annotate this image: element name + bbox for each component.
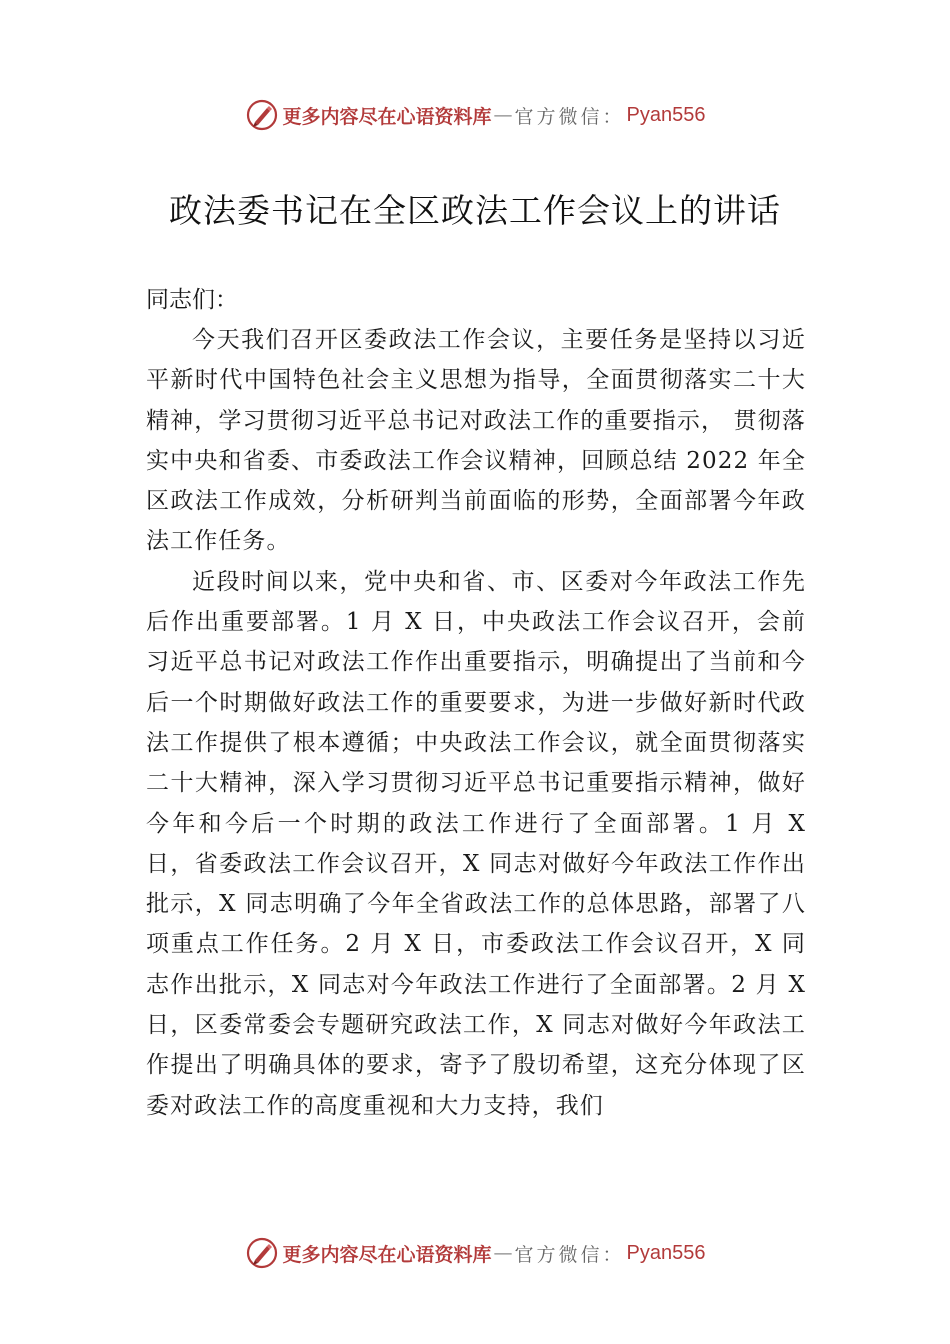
banner-brand-text: 更多内容尽在心语资料库 — [282, 1243, 492, 1266]
paragraph-2: 近段时间以来，党中央和省、市、区委对今年政法工作先后作出重要部署。1 月 X 日，中央政法工作会议召开，会前习近平总书记对政法工作作出重要指示，明确提出了当前和今后一个时期做好政法工作的重要要求，为进一步做好新时代政法工作提供了根本遵循；中央政法工作会议，就全面贯彻落实二十大精神，深入学习贯彻习近平总书记重要指示精神，做好今年和今后一个时期的政法工作进行了全面部署。1 月 X 日，省委政法工作会议召开，X 同志对做好今年政法工作作出批示，X 同志明确了今年全省政法工作的总体思路，部署了八项重点工作任务。2 月 X 日，市委政法工作会议召开，X 同志作出批示，X 同志对今年政法工作进行了全面部署。2 月 X 日，区委常委会专题研究政法工作，X 同志对做好今年政法工作提出了明确具体的要求，寄予了殷切希望，这充分体现了区委对政法工作的高度重视和大力支持，我们 — [146, 568, 806, 1119]
banner-wechat-id: Pyan556 — [626, 103, 706, 126]
paragraph-1: 今天我们召开区委政法工作会议，主要任务是坚持以习近平新时代中国特色社会主义思想为指导，全面贯彻落实二十大精神，学习贯彻习近平总书记对政法工作的重要指示， 贯彻落实中央和省委、市委政法工作会议精神，回顾总结 2022 年全区政法工作成效，分析研判当前面临的形势，全面部署今年政法工作任务。 — [146, 327, 806, 555]
document-body — [146, 320, 806, 1126]
document-title: 政法委书记在全区政法工作会议上的讲话 — [169, 191, 781, 230]
banner-dash: — — [493, 104, 513, 126]
banner-wechat-label: 官方微信： — [514, 105, 625, 128]
banner-wechat-id: Pyan556 — [626, 1241, 706, 1264]
footer-banner — [0, 1233, 950, 1273]
pen-logo-icon — [245, 98, 279, 132]
salutation: 同志们： — [146, 287, 238, 313]
banner-dash: — — [493, 1242, 513, 1264]
banner-brand-text: 更多内容尽在心语资料库 — [282, 105, 492, 128]
header-banner — [0, 95, 950, 135]
banner-wechat-label: 官方微信： — [514, 1243, 625, 1266]
pen-logo-icon — [245, 1236, 279, 1270]
